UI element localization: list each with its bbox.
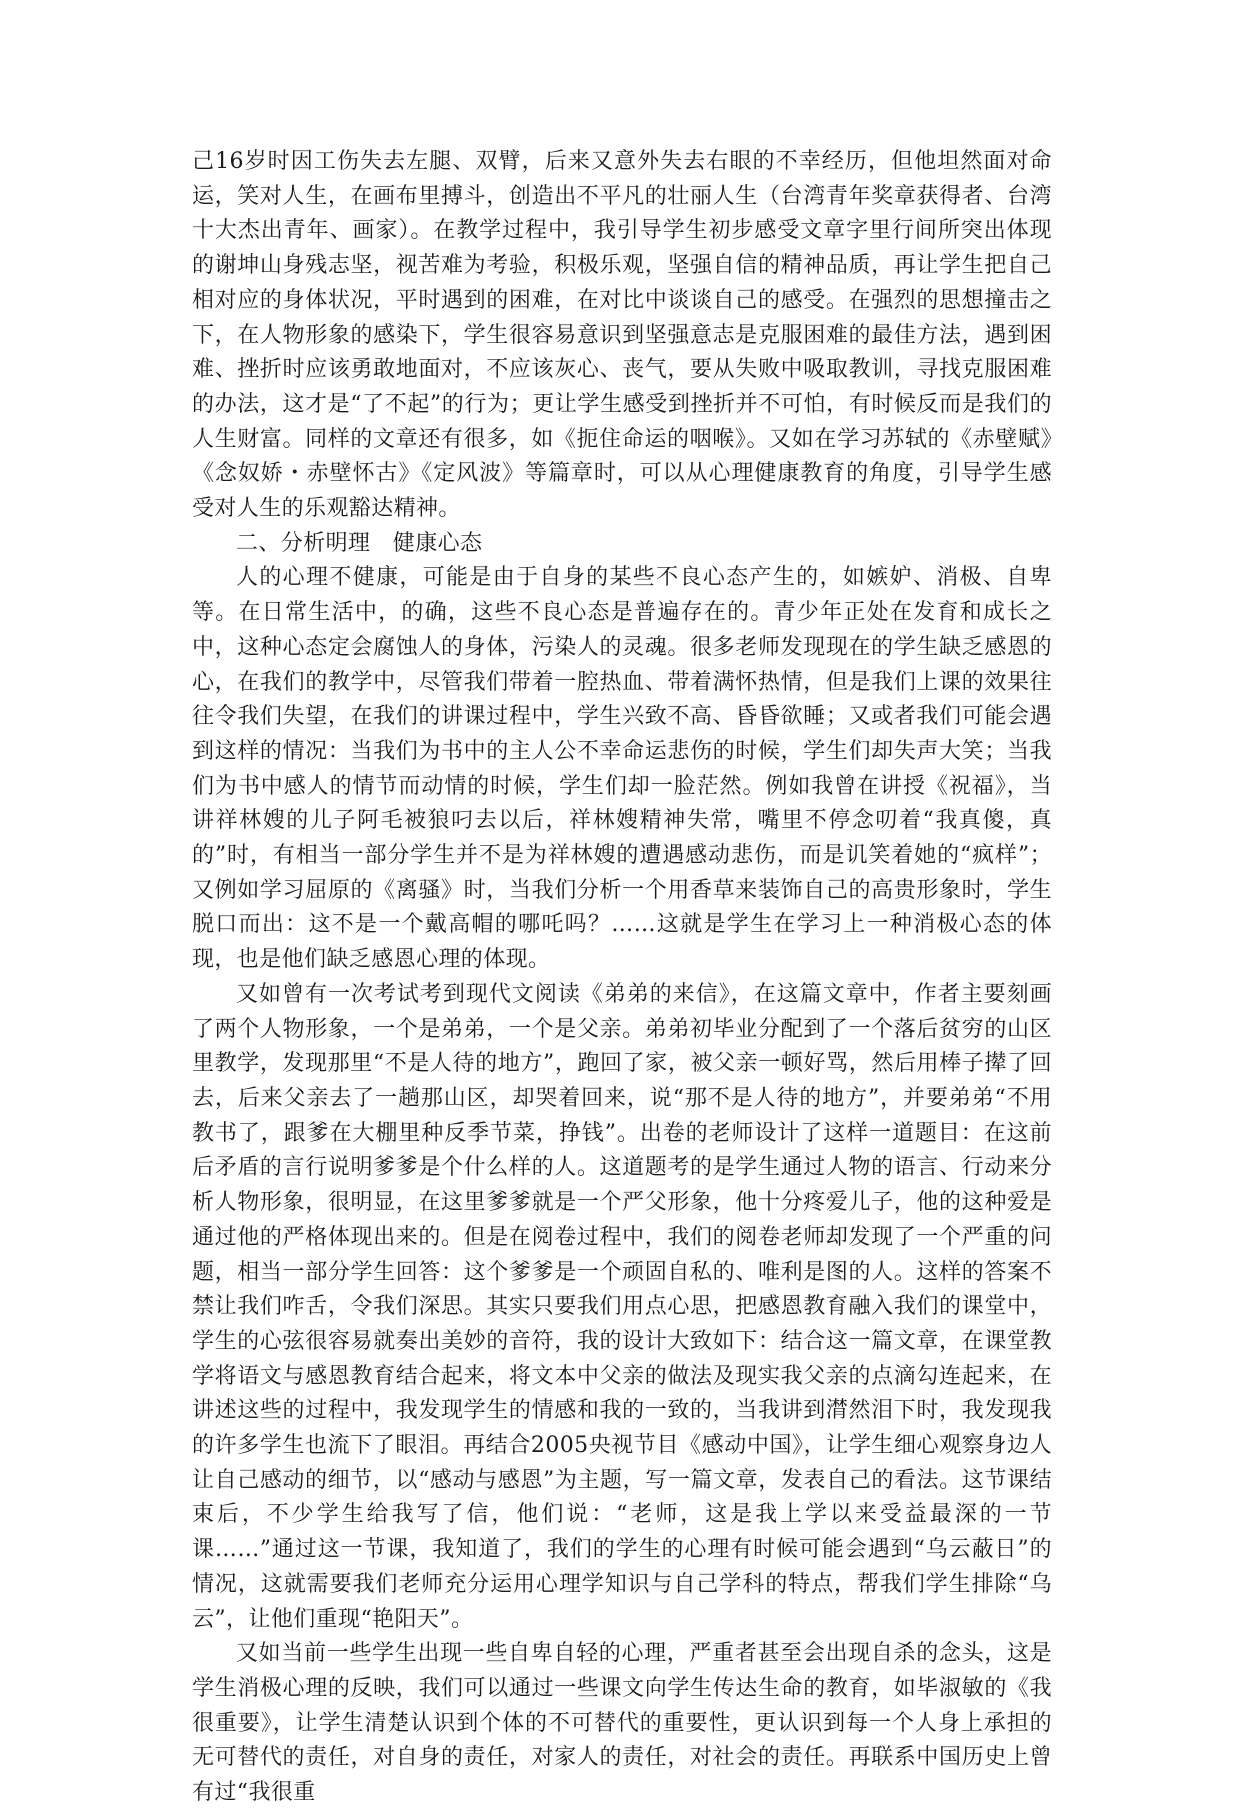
paragraph-self-esteem: 又如当前一些学生出现一些自卑自轻的心理，严重者甚至会出现自杀的念头，这是学生消极心理的反映，我们可以通过一些课文向学生传达生命的教育，如毕淑敏的《我很重要》，让学生清楚认识到个体的不可替代的重要性，更认识到每一个人身上承担的无可替代的责任，对自身的责任，对家人的责任，对社会的责任。再联系中国历史上曾有过“我很重 — [192, 1641, 1052, 1806]
document-page — [192, 145, 1052, 1811]
paragraph-brothers-letter: 又如曾有一次考试考到现代文阅读《弟弟的来信》，在这篇文章中，作者主要刻画了两个人物形象，一个是弟弟，一个是父亲。弟弟初毕业分配到了一个落后贫穷的山区里教学，发现那里“不是人待的地方”，跑回了家，被父亲一顿好骂，然后用棒子撵了回去，后来父亲去了一趟那山区，却哭着回来，说“那不是人待的地方”，并要弟弟“不用教书了，跟爹在大棚里种反季节菜，挣钱”。出卷的老师设计了这样一道题目：在这前后矛盾的言行说明爹爹是个什么样的人。这道题考的是学生通过人物的语言、行动来分析人物形象，很明显，在这里爹爹就是一个严父形象，他十分疼爱儿子，他的这种爱是通过他的严格体现出来的。但是在阅卷过程中，我们的阅卷老师却发现了一个严重的问题，相当一部分学生回答：这个爹爹是一个顽固自私的、唯利是图的人。这样的答案不禁让我们咋舌，令我们深思。其实只要我们用点心思，把感恩教育融入我们的课堂中，学生的心弦很容易就奏出美妙的音符，我的设计大致如下：结合这一篇文章，在课堂教学将语文与感恩教育结合起来，将文本中父亲的做法及现实我父亲的点滴勾连起来，在讲述这些的过程中，我发现学生的情感和我的一致的，当我讲到潸然泪下时，我发现我的许多学生也流下了眼泪。再结合2005央视节目《感动中国》，让学生细心观察身边人让自己感动的细节，以“感动与感恩”为主题，写一篇文章，发表自己的看法。这节课结束后，不少学生给我写了信，他们说：“老师，这是我上学以来受益最深的一节课……”通过这一节课，我知道了，我们的学生的心理有时候可能会遇到“乌云蔽日”的情况，这就需要我们老师充分运用心理学知识与自己学科的特点，帮我们学生排除“乌云”，让他们重现“艳阳天”。 — [192, 981, 1052, 1632]
paragraph-unhealthy-mindset: 人的心理不健康，可能是由于自身的某些不良心态产生的，如嫉妒、消极、自卑等。在日常生活中，的确，这些不良心态是普遍存在的。青少年正处在发育和成长之中，这种心态定会腐蚀人的身体，污染人的灵魂。很多老师发现现在的学生缺乏感恩的心，在我们的教学中，尽管我们带着一腔热血、带着满怀热情，但是我们上课的效果往往令我们失望，在我们的讲课过程中，学生兴致不高、昏昏欲睡；又或者我们可能会遇到这样的情况：当我们为书中的主人公不幸命运悲伤的时候，学生们却失声大笑；当我们为书中感人的情节而动情的时候，学生们却一脸茫然。例如我曾在讲授《祝福》，当讲祥林嫂的儿子阿毛被狼叼去以后，祥林嫂精神失常，嘴里不停念叨着“我真傻，真的”时，有相当一部分学生并不是为祥林嫂的遭遇感动悲伤，而是讥笑着她的“疯样”；又例如学习屈原的《离骚》时，当我们分析一个用香草来装饰自己的高贵形象时，学生脱口而出：这不是一个戴高帽的哪吒吗？……这就是学生在学习上一种消极心态的体现，也是他们缺乏感恩心理的体现。 — [192, 565, 1052, 973]
section-heading: 二、分析明理 健康心态 — [236, 530, 483, 556]
paragraph-continuation: 己16岁时因工伤失去左腿、双臂，后来又意外失去右眼的不幸经历，但他坦然面对命运，笑对人生，在画布里搏斗，创造出不平凡的壮丽人生（台湾青年奖章获得者、台湾十大杰出青年、画家）。在教学过程中，我引导学生初步感受文章字里行间所突出体现的谢坤山身残志坚，视苦难为考验，积极乐观，坚强自信的精神品质，再让学生把自己相对应的身体状况，平时遇到的困难，在对比中谈谈自己的感受。在强烈的思想撞击之下，在人物形象的感染下，学生很容易意识到坚强意志是克服困难的最佳方法，遇到困难、挫折时应该勇敢地面对，不应该灰心、丧气，要从失败中吸取教训，寻找克服困难的办法，这才是“了不起”的行为；更让学生感受到挫折并不可怕，有时候反而是我们的人生财富。同样的文章还有很多，如《扼住命运的咽喉》。又如在学习苏轼的《赤壁赋》《念奴娇・赤壁怀古》《定风波》等篇章时，可以从心理健康教育的角度，引导学生感受对人生的乐观豁达精神。 — [192, 149, 1052, 522]
